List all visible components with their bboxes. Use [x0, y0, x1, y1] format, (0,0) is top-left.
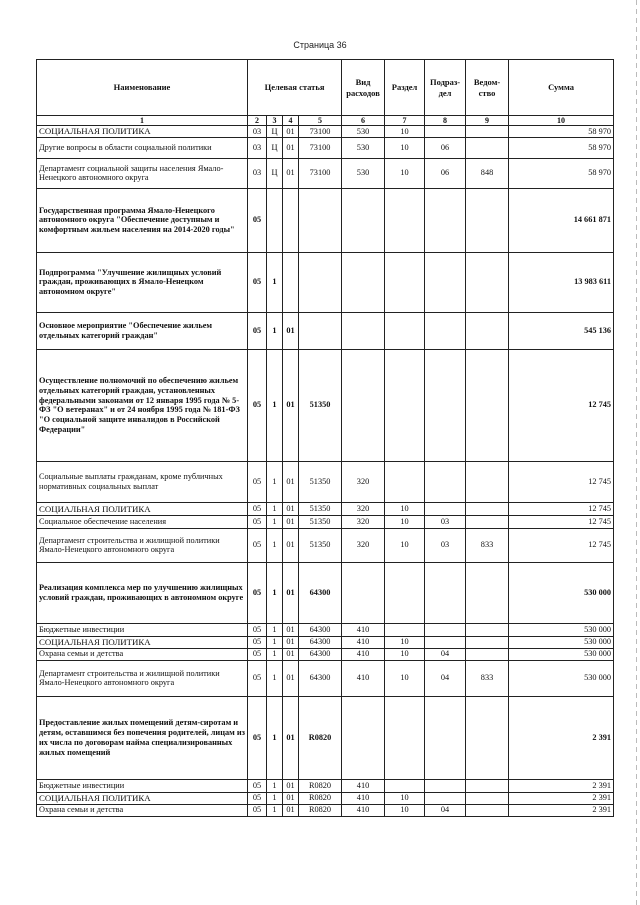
row-code-col-8: 03	[425, 528, 466, 562]
row-name: Подпрограмма "Улучшение жилищных условий граждан, проживающих в Ямало-Ненецком автономном округе"	[37, 252, 248, 312]
row-name: Социальные выплаты гражданам, кроме публичных нормативных социальных выплат	[37, 461, 248, 502]
row-code-col-8: 06	[425, 137, 466, 158]
row-code-col-6: 530	[342, 158, 385, 188]
row-name: Бюджетные инвестиции	[37, 623, 248, 636]
row-code-col-8	[425, 461, 466, 502]
row-code-col-6: 410	[342, 792, 385, 804]
column-number: 2	[248, 116, 267, 126]
row-sum: 58 970	[509, 137, 614, 158]
row-code-col-8	[425, 126, 466, 137]
row-code-col-8	[425, 696, 466, 779]
column-number: 5	[299, 116, 342, 126]
row-code-col-6: 320	[342, 528, 385, 562]
row-code-col-9: 833	[466, 660, 509, 696]
row-name: Другие вопросы в области социальной политики	[37, 137, 248, 158]
row-code-col-7: 10	[385, 528, 425, 562]
column-number: 7	[385, 116, 425, 126]
row-code-col-3: 1	[267, 792, 283, 804]
column-number: 4	[283, 116, 299, 126]
row-code-col-5: 64300	[299, 660, 342, 696]
row-code-col-9	[466, 562, 509, 623]
row-code-col-2: 05	[248, 696, 267, 779]
table-row	[37, 312, 614, 349]
row-code-col-4: 01	[283, 636, 299, 648]
row-code-col-6: 530	[342, 126, 385, 137]
row-code-col-5: 51350	[299, 461, 342, 502]
row-code-col-8	[425, 779, 466, 792]
row-code-col-5: 73100	[299, 126, 342, 137]
table-row	[37, 696, 614, 779]
row-name: Охрана семьи и детства	[37, 648, 248, 660]
row-code-col-2: 05	[248, 312, 267, 349]
table-row	[37, 137, 614, 158]
row-code-col-9	[466, 126, 509, 137]
row-code-col-4: 01	[283, 648, 299, 660]
row-code-col-5: 51350	[299, 515, 342, 528]
row-name: СОЦИАЛЬНАЯ ПОЛИТИКА	[37, 502, 248, 515]
row-code-col-2: 05	[248, 252, 267, 312]
row-code-col-3: Ц	[267, 158, 283, 188]
row-code-col-7	[385, 562, 425, 623]
row-code-col-8: 03	[425, 515, 466, 528]
row-code-col-4: 01	[283, 312, 299, 349]
row-sum: 14 661 871	[509, 188, 614, 252]
row-code-col-3: 1	[267, 312, 283, 349]
row-code-col-9	[466, 349, 509, 461]
row-code-col-6: 320	[342, 502, 385, 515]
row-code-col-3: 1	[267, 779, 283, 792]
row-sum: 2 391	[509, 696, 614, 779]
row-code-col-3: 1	[267, 623, 283, 636]
row-code-col-5: 73100	[299, 137, 342, 158]
row-sum: 2 391	[509, 804, 614, 816]
row-name: Департамент строительства и жилищной политики Ямало-Ненецкого автономного округа	[37, 660, 248, 696]
header-subsection: Подраз-дел	[425, 60, 466, 116]
row-name: Реализация комплекса мер по улучшению жилищных условий граждан, проживающих в автономном округе	[37, 562, 248, 623]
row-code-col-6: 410	[342, 660, 385, 696]
row-code-col-4: 01	[283, 137, 299, 158]
row-code-col-3: 1	[267, 660, 283, 696]
row-code-col-7: 10	[385, 515, 425, 528]
row-code-col-2: 05	[248, 562, 267, 623]
row-code-col-4: 01	[283, 623, 299, 636]
row-name: СОЦИАЛЬНАЯ ПОЛИТИКА	[37, 126, 248, 137]
header-dept: Ведом-ство	[466, 60, 509, 116]
row-sum: 2 391	[509, 792, 614, 804]
row-code-col-2: 05	[248, 779, 267, 792]
row-code-col-9	[466, 696, 509, 779]
row-sum: 530 000	[509, 562, 614, 623]
row-code-col-5: R0820	[299, 696, 342, 779]
row-sum: 545 136	[509, 312, 614, 349]
row-code-col-3: 1	[267, 804, 283, 816]
row-sum: 12 745	[509, 515, 614, 528]
row-code-col-4: 01	[283, 502, 299, 515]
row-code-col-8: 06	[425, 158, 466, 188]
row-code-col-8	[425, 312, 466, 349]
row-code-col-7: 10	[385, 648, 425, 660]
row-code-col-7	[385, 623, 425, 636]
row-code-col-5	[299, 312, 342, 349]
row-code-col-4	[283, 252, 299, 312]
row-name: Государственная программа Ямало-Ненецкого автономного округа "Обеспечение доступным и комфортным жильем населения на 2014-2020 годы"	[37, 188, 248, 252]
row-code-col-9	[466, 648, 509, 660]
row-code-col-9: 848	[466, 158, 509, 188]
row-code-col-9	[466, 804, 509, 816]
row-code-col-3: 1	[267, 696, 283, 779]
row-code-col-8	[425, 636, 466, 648]
row-code-col-7	[385, 696, 425, 779]
row-code-col-9	[466, 515, 509, 528]
row-code-col-5: R0820	[299, 804, 342, 816]
row-code-col-5: 51350	[299, 502, 342, 515]
row-code-col-2: 05	[248, 792, 267, 804]
row-sum: 12 745	[509, 349, 614, 461]
table-row	[37, 648, 614, 660]
row-code-col-2: 05	[248, 188, 267, 252]
table-row	[37, 515, 614, 528]
table-row	[37, 804, 614, 816]
row-code-col-2: 05	[248, 502, 267, 515]
row-code-col-8	[425, 252, 466, 312]
table-row	[37, 636, 614, 648]
row-code-col-5: 51350	[299, 349, 342, 461]
row-code-col-6: 530	[342, 137, 385, 158]
row-name: Охрана семьи и детства	[37, 804, 248, 816]
row-name: СОЦИАЛЬНАЯ ПОЛИТИКА	[37, 636, 248, 648]
row-code-col-7: 10	[385, 158, 425, 188]
header-row	[37, 60, 614, 116]
row-sum: 530 000	[509, 660, 614, 696]
row-code-col-2: 05	[248, 636, 267, 648]
row-sum: 58 970	[509, 126, 614, 137]
row-sum: 530 000	[509, 636, 614, 648]
row-sum: 12 745	[509, 502, 614, 515]
row-code-col-9	[466, 502, 509, 515]
row-code-col-5: 64300	[299, 623, 342, 636]
row-code-col-4: 01	[283, 696, 299, 779]
row-code-col-2: 05	[248, 804, 267, 816]
row-sum: 13 983 611	[509, 252, 614, 312]
row-code-col-3: 1	[267, 648, 283, 660]
row-code-col-3: 1	[267, 502, 283, 515]
row-code-col-9	[466, 252, 509, 312]
row-code-col-8: 04	[425, 804, 466, 816]
row-code-col-5: R0820	[299, 792, 342, 804]
row-sum: 12 745	[509, 461, 614, 502]
table-row	[37, 252, 614, 312]
table-row	[37, 779, 614, 792]
row-code-col-9	[466, 188, 509, 252]
row-code-col-9	[466, 792, 509, 804]
row-name: Социальное обеспечение населения	[37, 515, 248, 528]
row-code-col-5	[299, 188, 342, 252]
row-code-col-8	[425, 623, 466, 636]
row-code-col-4: 01	[283, 528, 299, 562]
row-code-col-8	[425, 188, 466, 252]
row-code-col-2: 03	[248, 126, 267, 137]
row-code-col-9	[466, 636, 509, 648]
row-code-col-9	[466, 312, 509, 349]
row-code-col-8: 04	[425, 660, 466, 696]
row-code-col-2: 03	[248, 158, 267, 188]
row-sum: 2 391	[509, 779, 614, 792]
row-code-col-4: 01	[283, 461, 299, 502]
column-number: 8	[425, 116, 466, 126]
row-code-col-8	[425, 562, 466, 623]
row-code-col-5	[299, 252, 342, 312]
table-row	[37, 461, 614, 502]
header-section: Раздел	[385, 60, 425, 116]
row-code-col-4: 01	[283, 779, 299, 792]
row-code-col-7: 10	[385, 137, 425, 158]
row-code-col-6: 320	[342, 515, 385, 528]
row-name: Департамент социальной защиты населения Ямало-Ненецкого автономного округа	[37, 158, 248, 188]
row-code-col-3: 1	[267, 252, 283, 312]
column-number: 3	[267, 116, 283, 126]
row-sum: 12 745	[509, 528, 614, 562]
row-code-col-5: 64300	[299, 562, 342, 623]
row-code-col-3	[267, 188, 283, 252]
row-code-col-4: 01	[283, 158, 299, 188]
row-code-col-6	[342, 696, 385, 779]
row-code-col-6	[342, 252, 385, 312]
table-row	[37, 562, 614, 623]
column-number: 6	[342, 116, 385, 126]
budget-table	[36, 59, 614, 817]
header-target: Целевая статья	[248, 60, 342, 116]
row-code-col-7: 10	[385, 792, 425, 804]
table-row	[37, 188, 614, 252]
column-number: 1	[37, 116, 248, 126]
row-code-col-2: 05	[248, 349, 267, 461]
row-code-col-5: R0820	[299, 779, 342, 792]
row-code-col-7	[385, 188, 425, 252]
scan-edge	[636, 0, 637, 905]
row-code-col-6: 410	[342, 779, 385, 792]
row-code-col-5: 73100	[299, 158, 342, 188]
column-number: 10	[509, 116, 614, 126]
row-code-col-2: 03	[248, 137, 267, 158]
row-code-col-4: 01	[283, 515, 299, 528]
row-sum: 58 970	[509, 158, 614, 188]
row-code-col-4: 01	[283, 126, 299, 137]
row-code-col-6	[342, 188, 385, 252]
row-code-col-5: 51350	[299, 528, 342, 562]
row-code-col-7	[385, 252, 425, 312]
page-label: Страница 36	[293, 40, 347, 50]
row-code-col-4	[283, 188, 299, 252]
table-row	[37, 158, 614, 188]
row-code-col-8	[425, 349, 466, 461]
row-code-col-4: 01	[283, 349, 299, 461]
row-code-col-9	[466, 461, 509, 502]
row-code-col-6: 410	[342, 804, 385, 816]
row-code-col-7: 10	[385, 502, 425, 515]
header-type: Вид расходов	[342, 60, 385, 116]
row-code-col-2: 05	[248, 461, 267, 502]
row-code-col-7: 10	[385, 126, 425, 137]
row-code-col-9: 833	[466, 528, 509, 562]
row-name: Департамент строительства и жилищной политики Ямало-Ненецкого автономного округа	[37, 528, 248, 562]
row-name: Осуществление полномочий по обеспечению жильем отдельных категорий граждан, установленных федеральными законами от 12 января 1995 года № 5-ФЗ "О ветеранах" и от 24 ноября 1995 года № 181-ФЗ "О социальной защите инвалидов в Российской Федерации"	[37, 349, 248, 461]
row-code-col-6: 320	[342, 461, 385, 502]
row-code-col-9	[466, 779, 509, 792]
row-code-col-7: 10	[385, 636, 425, 648]
row-code-col-4: 01	[283, 562, 299, 623]
row-code-col-3: Ц	[267, 137, 283, 158]
row-code-col-6	[342, 562, 385, 623]
table-row	[37, 623, 614, 636]
row-code-col-3: 1	[267, 528, 283, 562]
row-code-col-2: 05	[248, 623, 267, 636]
row-code-col-4: 01	[283, 792, 299, 804]
row-code-col-6: 410	[342, 648, 385, 660]
row-code-col-8: 04	[425, 648, 466, 660]
row-code-col-2: 05	[248, 660, 267, 696]
table-row	[37, 660, 614, 696]
row-code-col-9	[466, 623, 509, 636]
row-code-col-7: 10	[385, 660, 425, 696]
row-code-col-6	[342, 312, 385, 349]
row-code-col-7	[385, 779, 425, 792]
row-code-col-2: 05	[248, 648, 267, 660]
row-code-col-7	[385, 312, 425, 349]
table-row	[37, 502, 614, 515]
row-code-col-3: 1	[267, 562, 283, 623]
table-body	[37, 126, 614, 816]
table-row	[37, 792, 614, 804]
row-name: Основное мероприятие "Обеспечение жильем отдельных категорий граждан"	[37, 312, 248, 349]
row-code-col-5: 64300	[299, 648, 342, 660]
row-code-col-7: 10	[385, 804, 425, 816]
table-row	[37, 126, 614, 137]
row-code-col-8	[425, 792, 466, 804]
row-code-col-7	[385, 461, 425, 502]
row-code-col-4: 01	[283, 804, 299, 816]
column-number: 9	[466, 116, 509, 126]
row-code-col-3: Ц	[267, 126, 283, 137]
column-numbers-row	[37, 116, 614, 126]
row-code-col-2: 05	[248, 515, 267, 528]
row-name: Предоставление жилых помещений детям-сиротам и детям, оставшимся без попечения родителей, лицам из их числа по договорам найма специализированных жилых помещений	[37, 696, 248, 779]
row-code-col-5: 64300	[299, 636, 342, 648]
row-name: Бюджетные инвестиции	[37, 779, 248, 792]
row-code-col-6: 410	[342, 623, 385, 636]
header-name: Наименование	[37, 60, 248, 116]
table-row	[37, 528, 614, 562]
row-code-col-6: 410	[342, 636, 385, 648]
row-code-col-3: 1	[267, 515, 283, 528]
row-code-col-2: 05	[248, 528, 267, 562]
row-code-col-4: 01	[283, 660, 299, 696]
row-code-col-3: 1	[267, 636, 283, 648]
row-code-col-8	[425, 502, 466, 515]
row-sum: 530 000	[509, 623, 614, 636]
header-sum: Сумма	[509, 60, 614, 116]
row-code-col-7	[385, 349, 425, 461]
table-row	[37, 349, 614, 461]
row-code-col-3: 1	[267, 349, 283, 461]
row-code-col-6	[342, 349, 385, 461]
row-name: СОЦИАЛЬНАЯ ПОЛИТИКА	[37, 792, 248, 804]
row-code-col-9	[466, 137, 509, 158]
row-code-col-3: 1	[267, 461, 283, 502]
row-sum: 530 000	[509, 648, 614, 660]
